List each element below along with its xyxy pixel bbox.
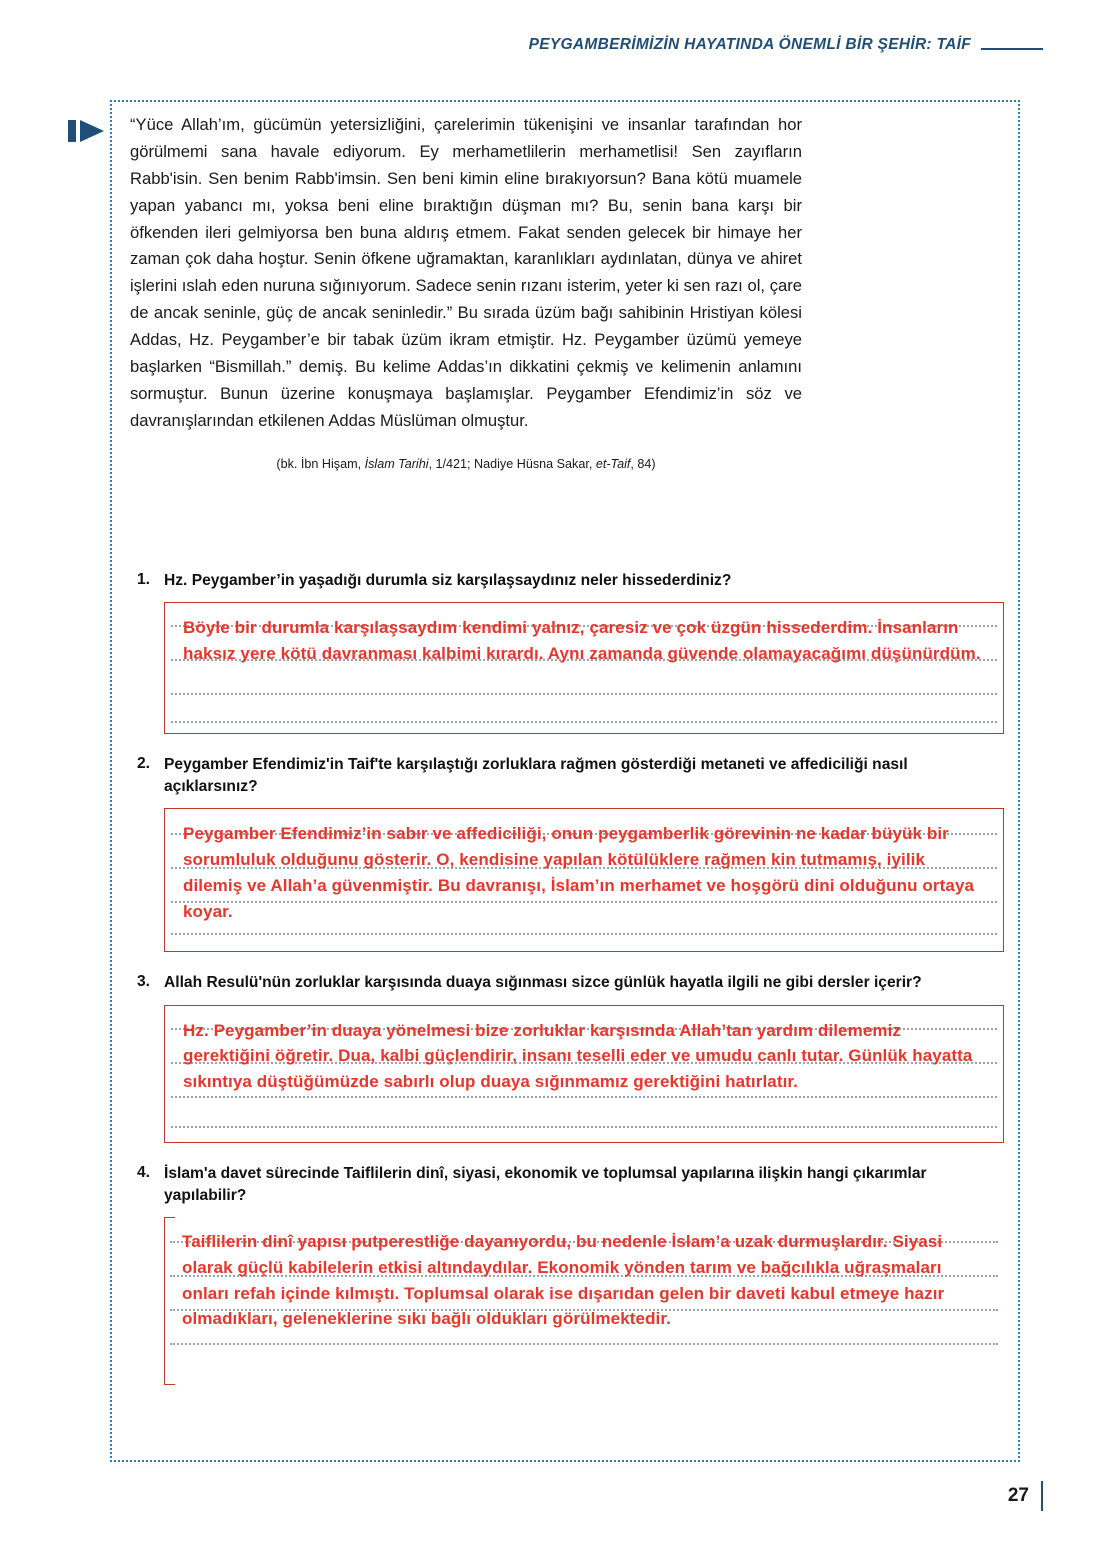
answer-text: Hz. Peygamber’in duaya yönelmesi bize zorluklar karşısında Allah’tan yardım dilememiz gerektiğini öğretir. Dua, kalbi güçlendirir, insanı teselli eder ve umudu canlı tutar. Günlük hayatta sıkıntıya düştüğümüzde sabırlı olup duaya sığınmamız gerektiğini hatırlatır. bbox=[183, 1020, 973, 1092]
question-number: 2. bbox=[136, 755, 150, 773]
source-citation bbox=[130, 457, 802, 471]
header-rule-icon bbox=[981, 48, 1043, 50]
answer-text: Taiflilerin dinî yapısı putperestliğe dayanıyordu, bu nedenle İslam’a uzak durmuşlardır. Siyasi olarak güçlü kabilelerin etkisi altındaydılar. Ekonomik yönden tarım ve bağcılıkla uğraşmaları onları refah içinde kılmıştı. Toplumsal olarak ise dışarıdan gelen bir daveti kabul etmeye hazır olmadıkları, geleneklerine sıkı bağlı oldukları görülmektedir. bbox=[182, 1231, 945, 1329]
footer-rule-icon bbox=[1041, 1481, 1043, 1511]
intro-block bbox=[130, 112, 802, 471]
intro-quote-text: “Yüce Allah’ım, gücümün yetersizliğini, çarelerimin tükenişini ve insanlar tarafından hor görülmemi sana havale ediyorum. Ey merhametlilerin merhametlisi! Sen zayıfların Rabb'isin. Sen benim Rabb'imsin. Sen beni kimin eline bırakıyorsun? Bana kötü muamele yapan yabancı mı, yoksa beni eline bıraktığın düşman mı? Bu, senin bana karşı bir öfkenden ileri gelmiyorsa ben buna aldırış etmem. Fakat senden gelecek bir himaye her zaman çok daha hoştur. Senin öfkene uğramaktan, karanlıkları aydınlatan, dünya ve ahiret işlerini ıslah eden nuruna sığınıyorum. Sadece senin rızanı isterim, yeter ki sen razı ol, çare de ancak seninle, güç de ancak seninledir.” Bu sırada üzüm bağı sahibinin Hristiyan kölesi Addas, Hz. Peygamber’e bir tabak üzüm ikram etmiştir. Hz. Peygamber üzümü yemeye başlarken “Bismillah.” demiş. Bu kelime Addas’ın dikkatini çekmiş ve kelimenin anlamını sormuştur. Bunun üzerine konuşmaya başlamışlar. Peygamber Efendimiz’in söz ve davranışlarından etkilenen Addas Müslüman olmuştur. bbox=[130, 115, 802, 430]
page-footer bbox=[1008, 1481, 1043, 1511]
answer-text: Böyle bir durumla karşılaşsaydım kendimi yalnız, çaresiz ve çok üzgün hissederdim. İnsanların haksız yere kötü davranması kalbimi kırardı. Aynı zamanda güvende olamayacağımı düşünürdüm. bbox=[183, 618, 981, 663]
question-heading bbox=[132, 1163, 1004, 1207]
answer-box[interactable] bbox=[164, 808, 1004, 952]
source-title-1: İslam Tarihi bbox=[364, 456, 429, 471]
question-item bbox=[132, 972, 1004, 1142]
answer-box[interactable] bbox=[164, 1005, 1004, 1143]
answer-box[interactable] bbox=[164, 1217, 1004, 1385]
answer-text: Peygamber Efendimiz’in sabır ve affediciliği, onun peygamberlik görevinin ne kadar büyük bir sorumluluk olduğunu gösterir. O, kendisine yapılan kötülüklere rağmen kin tutmamış, iyilik dilemiş ve Allah’a güvenmiştir. Bu davranışı, İslam’ın merhamet ve hoşgörü dini olduğunu ortaya koyar. bbox=[183, 824, 975, 921]
question-number: 1. bbox=[136, 571, 150, 588]
flag-marker-icon bbox=[68, 120, 108, 142]
source-suffix: , 84) bbox=[630, 456, 656, 471]
question-number: 4. bbox=[136, 1163, 150, 1181]
question-text: Allah Resulü'nün zorluklar karşısında duaya sığınması sizce günlük hayatla ilgili ne gibi dersler içerir? bbox=[164, 974, 922, 992]
question-item bbox=[132, 570, 1004, 734]
page-number: 27 bbox=[1007, 1485, 1029, 1506]
answer-bracket-icon bbox=[164, 1217, 175, 1385]
answer-box[interactable] bbox=[164, 602, 1004, 734]
source-middle: , 1/421; Nadiye Hüsna Sakar, bbox=[428, 456, 596, 471]
questions-list bbox=[132, 570, 1004, 1405]
question-text: Peygamber Efendimiz'in Taif'te karşılaştığı zorluklara rağmen gösterdiği metaneti ve affediciliği nasıl açıklarsınız? bbox=[164, 756, 908, 796]
source-prefix: (bk. İbn Hişam, bbox=[276, 456, 365, 471]
question-heading bbox=[132, 972, 1004, 994]
question-item bbox=[132, 754, 1004, 952]
source-title-2: et-Taif bbox=[595, 456, 631, 471]
question-text: İslam'a davet sürecinde Taiflilerin dinî, siyasi, ekonomik ve toplumsal yapılarına ilişkin hangi çıkarımlar yapılabilir? bbox=[164, 1164, 927, 1204]
page-header bbox=[529, 36, 1043, 54]
question-item bbox=[132, 1163, 1004, 1385]
question-heading bbox=[132, 754, 1004, 798]
header-title: PEYGAMBERİMİZİN HAYATINDA ÖNEMLİ BİR ŞEHİR: TAİF bbox=[528, 36, 971, 53]
question-number: 3. bbox=[136, 973, 150, 991]
question-heading bbox=[132, 570, 1004, 592]
question-text: Hz. Peygamber’in yaşadığı durumla siz karşılaşsaydınız neler hissederdiniz? bbox=[164, 572, 732, 589]
